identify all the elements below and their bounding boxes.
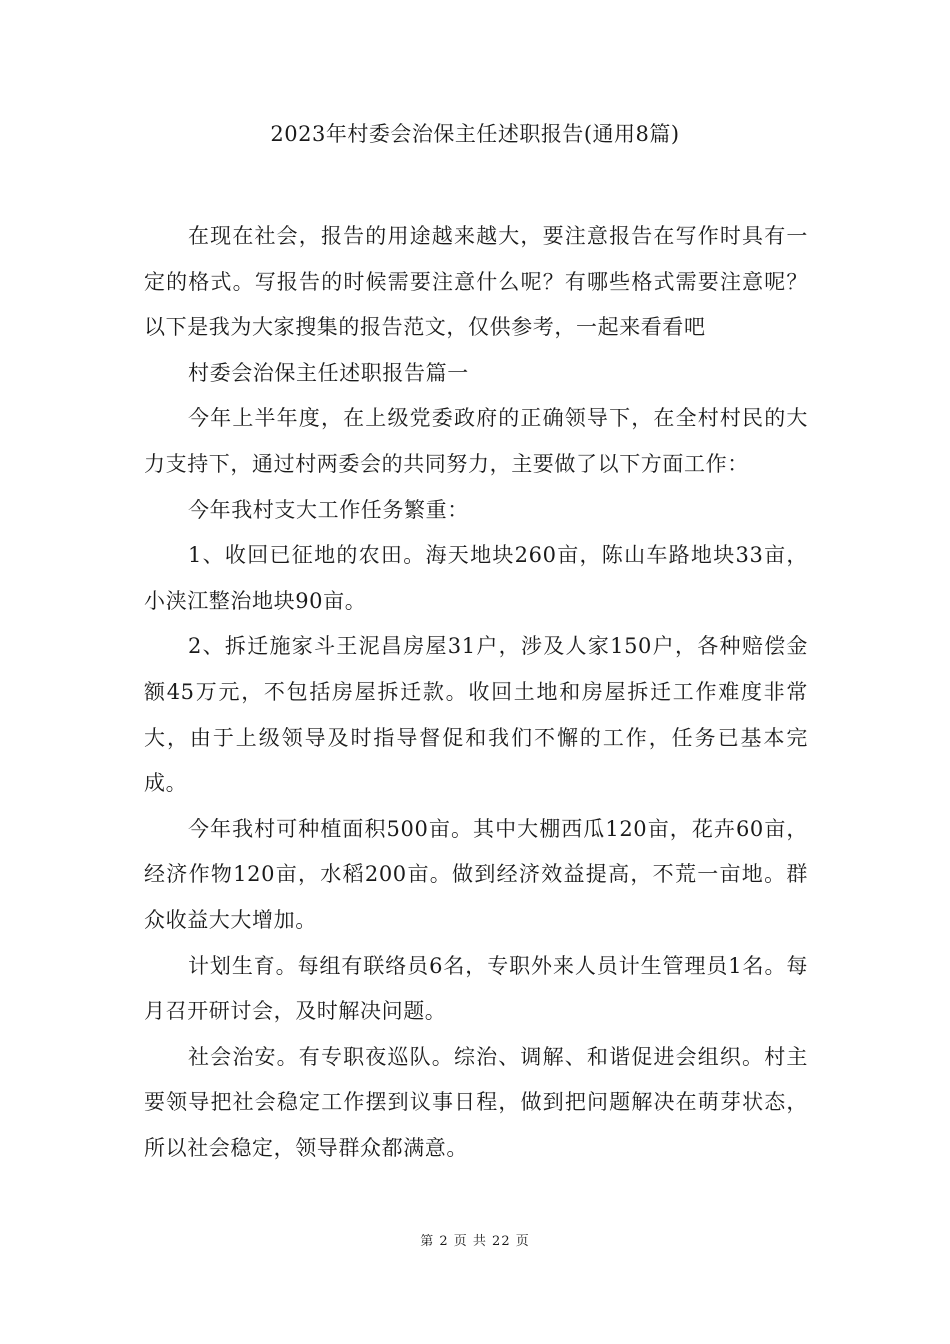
paragraph: 计划生育。每组有联络员6名，专职外来人员计生管理员1名。每月召开研讨会，及时解决问题。	[144, 953, 808, 1024]
paragraph: 社会治安。有专职夜巡队。综治、调解、和谐促进会组织。村主要领导把社会稳定工作摆到议事日程，做到把问题解决在萌芽状态，所以社会稳定，领导群众都满意。	[144, 1044, 808, 1160]
document-title: 2023年村委会治保主任述职报告(通用8篇)	[270, 122, 680, 146]
paragraph: 今年我村支大工作任务繁重：	[188, 497, 469, 522]
list-item: 1、收回已征地的农田。海天地块260亩，陈山车路地块33亩，小浃江整治地块90亩。	[144, 543, 808, 613]
section-heading: 村委会治保主任述职报告篇一	[188, 360, 469, 385]
document-body	[144, 214, 808, 1171]
paragraph: 今年我村可种植面积500亩。其中大棚西瓜120亩，花卉60亩，经济作物120亩，水稻200亩。做到经济效益提高，不荒一亩地。群众收益大大增加。	[144, 816, 808, 932]
page-number-footer: 第 2 页 共 22 页	[420, 1234, 530, 1249]
paragraph-intro: 在现在社会，报告的用途越来越大，要注意报告在写作时具有一定的格式。写报告的时候需要注意什么呢？有哪些格式需要注意呢？以下是我为大家搜集的报告范文，仅供参考，一起来看看吧	[144, 224, 808, 340]
list-item: 2、拆迁施家斗王泥昌房屋31户，涉及人家150户，各种赔偿金额45万元，不包括房屋拆迁款。收回土地和房屋拆迁工作难度非常大，由于上级领导及时指导督促和我们不懈的工作，任务已基本完成。	[144, 634, 808, 796]
paragraph: 今年上半年度，在上级党委政府的正确领导下，在全村村民的大力支持下，通过村两委会的共同努力，主要做了以下方面工作：	[144, 406, 808, 476]
